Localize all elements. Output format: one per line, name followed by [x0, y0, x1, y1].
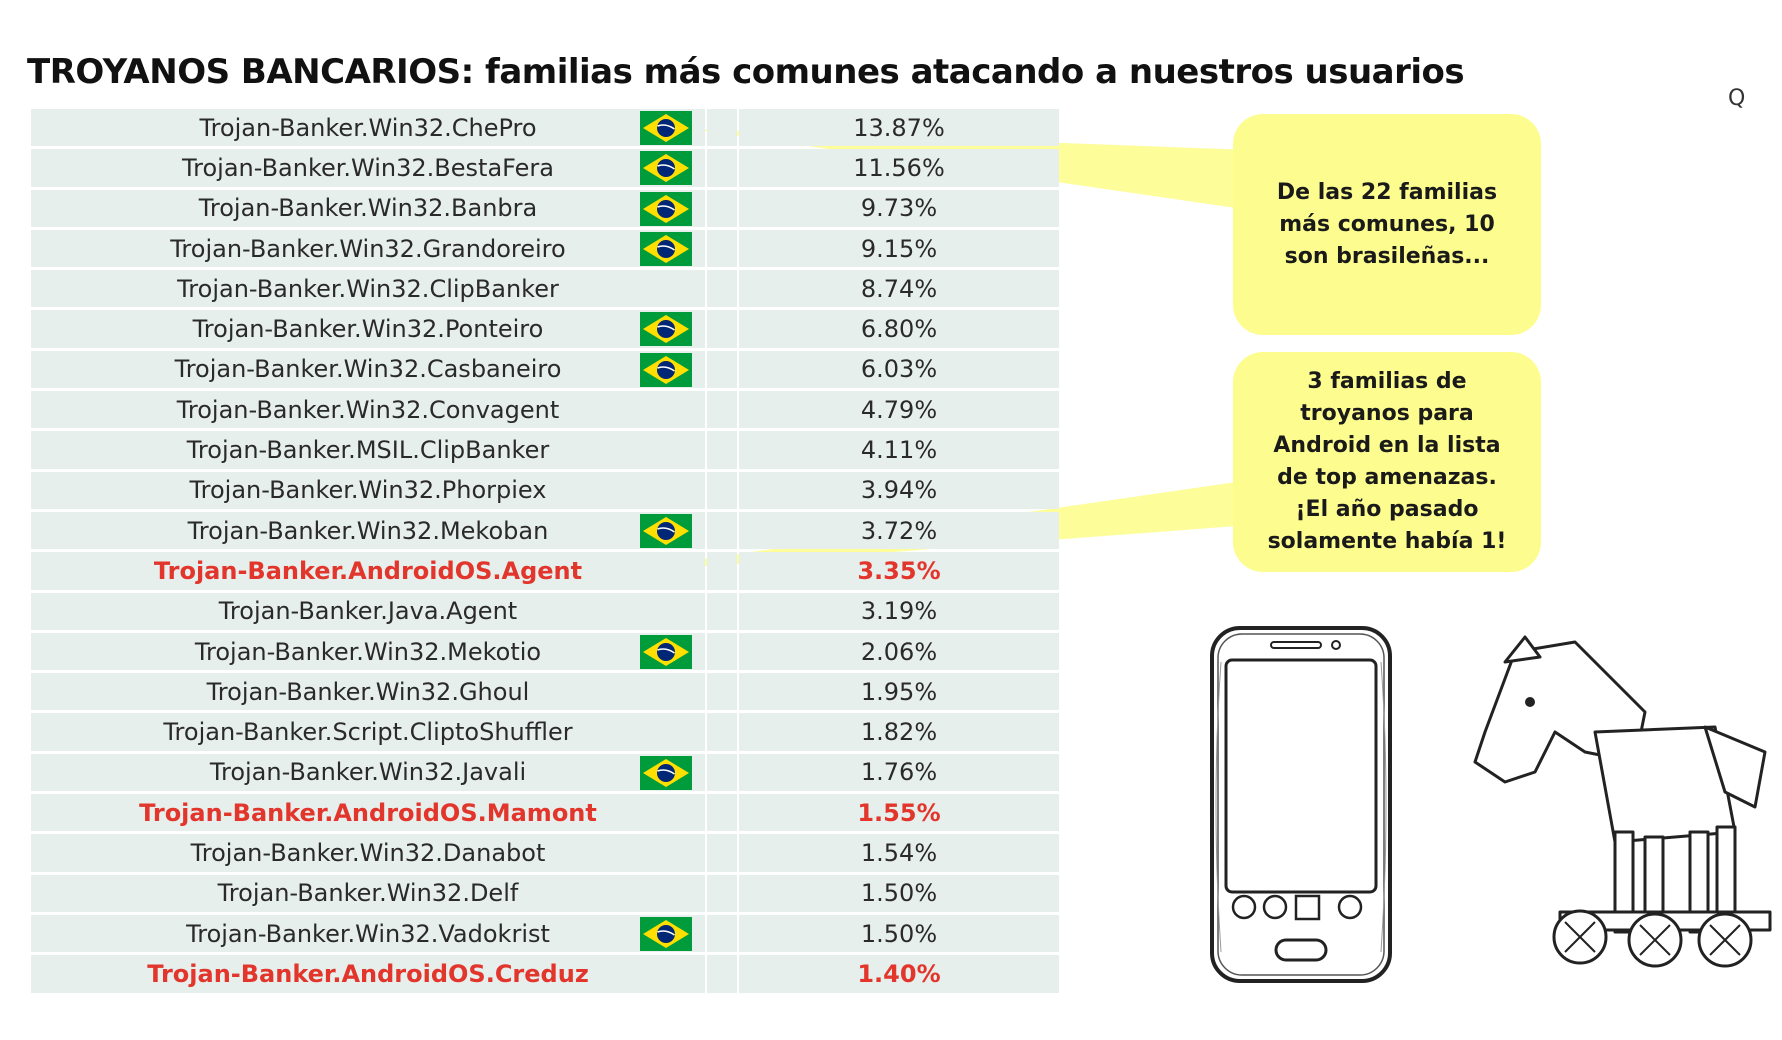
share-value-cell: 6.80%	[739, 310, 1059, 347]
callout-line: solamente había 1!	[1267, 529, 1507, 554]
brazil-flag-icon	[640, 232, 692, 266]
callout-line: son brasileñas...	[1284, 243, 1490, 269]
separator-cell	[707, 915, 737, 952]
separator-cell	[707, 593, 737, 630]
brazil-flag-icon	[640, 151, 692, 185]
separator-cell	[707, 431, 737, 468]
family-name-cell: Trojan-Banker.Java.Agent	[31, 593, 705, 630]
separator-cell	[707, 713, 737, 750]
callout-line: troyanos para	[1300, 401, 1474, 426]
family-name-cell: Trojan-Banker.Win32.Vadokrist	[31, 915, 705, 952]
share-value-cell: 8.74%	[739, 270, 1059, 307]
callout-line: 3 familias de	[1307, 369, 1467, 394]
table-row	[31, 310, 1059, 347]
share-value-cell: 1.76%	[739, 754, 1059, 791]
family-name-cell: Trojan-Banker.Win32.Danabot	[31, 834, 705, 871]
share-value-cell: 3.19%	[739, 593, 1059, 630]
table-row	[31, 149, 1059, 186]
separator-cell	[707, 230, 737, 267]
family-name-cell: Trojan-Banker.AndroidOS.Mamont	[31, 794, 705, 831]
separator-cell	[707, 955, 737, 992]
family-name-cell: Trojan-Banker.Win32.Banbra	[31, 190, 705, 227]
brazil-flag-icon	[640, 635, 692, 669]
separator-cell	[707, 190, 737, 227]
family-name-cell: Trojan-Banker.Win32.Mekotio	[31, 633, 705, 670]
callout-line: De las 22 familias	[1276, 179, 1498, 205]
share-value-cell: 1.50%	[739, 875, 1059, 912]
family-name-cell: Trojan-Banker.Win32.Ghoul	[31, 673, 705, 710]
family-name-cell: Trojan-Banker.Win32.Delf	[31, 875, 705, 912]
family-name-cell: Trojan-Banker.AndroidOS.Creduz	[31, 955, 705, 992]
table-row	[31, 270, 1059, 307]
trojan-horse-sketch-icon	[1445, 632, 1775, 977]
banker-families-table	[31, 109, 1059, 996]
table-row	[31, 512, 1059, 549]
family-name-cell: Trojan-Banker.Win32.Casbaneiro	[31, 351, 705, 388]
separator-cell	[707, 633, 737, 670]
table-row	[31, 633, 1059, 670]
share-value-cell: 2.06%	[739, 633, 1059, 670]
table-row	[31, 915, 1059, 952]
separator-cell	[707, 149, 737, 186]
table-row	[31, 351, 1059, 388]
family-name-cell: Trojan-Banker.Win32.Ponteiro	[31, 310, 705, 347]
family-name-cell: Trojan-Banker.Win32.Javali	[31, 754, 705, 791]
table-row	[31, 875, 1059, 912]
share-value-cell: 1.55%	[739, 794, 1059, 831]
separator-cell	[707, 552, 737, 589]
share-value-cell: 9.73%	[739, 190, 1059, 227]
share-value-cell: 13.87%	[739, 109, 1059, 146]
brazil-flag-icon	[640, 353, 692, 387]
callout-line: de top amenazas.	[1277, 465, 1497, 490]
family-name-cell: Trojan-Banker.Win32.Phorpiex	[31, 472, 705, 509]
family-name-cell: Trojan-Banker.Win32.BestaFera	[31, 149, 705, 186]
table-row	[31, 673, 1059, 710]
family-name-cell: Trojan-Banker.AndroidOS.Agent	[31, 552, 705, 589]
table-row	[31, 431, 1059, 468]
table-row	[31, 713, 1059, 750]
separator-cell	[707, 754, 737, 791]
share-value-cell: 11.56%	[739, 149, 1059, 186]
family-name-cell: Trojan-Banker.MSIL.ClipBanker	[31, 431, 705, 468]
share-value-cell: 3.35%	[739, 552, 1059, 589]
brazil-flag-icon	[640, 917, 692, 951]
table-row	[31, 109, 1059, 146]
separator-cell	[707, 109, 737, 146]
share-value-cell: 4.11%	[739, 431, 1059, 468]
separator-cell	[707, 310, 737, 347]
share-value-cell: 1.40%	[739, 955, 1059, 992]
table-row	[31, 391, 1059, 428]
table-row	[31, 834, 1059, 871]
share-value-cell: 6.03%	[739, 351, 1059, 388]
separator-cell	[707, 270, 737, 307]
callout-android	[1233, 352, 1541, 572]
share-value-cell: 1.50%	[739, 915, 1059, 952]
share-value-cell: 3.94%	[739, 472, 1059, 509]
table-row	[31, 593, 1059, 630]
brazil-flag-icon	[640, 192, 692, 226]
callout-line: más comunes, 10	[1279, 211, 1495, 237]
smartphone-sketch-icon	[1206, 622, 1396, 987]
separator-cell	[707, 794, 737, 831]
share-value-cell: 9.15%	[739, 230, 1059, 267]
separator-cell	[707, 512, 737, 549]
page-title: TROYANOS BANCARIOS: familias más comunes atacando a nuestros usuarios	[27, 52, 1465, 92]
table-row	[31, 794, 1059, 831]
family-name-cell: Trojan-Banker.Win32.Mekoban	[31, 512, 705, 549]
corner-mark: Q	[1728, 86, 1746, 111]
separator-cell	[707, 472, 737, 509]
separator-cell	[707, 391, 737, 428]
family-name-cell: Trojan-Banker.Win32.ChePro	[31, 109, 705, 146]
callout-line: Android en la lista	[1273, 433, 1501, 458]
family-name-cell: Trojan-Banker.Win32.ClipBanker	[31, 270, 705, 307]
family-name-cell: Trojan-Banker.Win32.Grandoreiro	[31, 230, 705, 267]
separator-cell	[707, 875, 737, 912]
table-row	[31, 190, 1059, 227]
brazil-flag-icon	[640, 756, 692, 790]
table-row	[31, 955, 1059, 992]
share-value-cell: 3.72%	[739, 512, 1059, 549]
callout-brazil	[1233, 114, 1541, 335]
table-row	[31, 552, 1059, 589]
brazil-flag-icon	[640, 111, 692, 145]
share-value-cell: 1.54%	[739, 834, 1059, 871]
brazil-flag-icon	[640, 312, 692, 346]
separator-cell	[707, 351, 737, 388]
share-value-cell: 1.82%	[739, 713, 1059, 750]
share-value-cell: 4.79%	[739, 391, 1059, 428]
separator-cell	[707, 834, 737, 871]
family-name-cell: Trojan-Banker.Win32.Convagent	[31, 391, 705, 428]
table-row	[31, 230, 1059, 267]
table-row	[31, 472, 1059, 509]
family-name-cell: Trojan-Banker.Script.CliptoShuffler	[31, 713, 705, 750]
separator-cell	[707, 673, 737, 710]
brazil-flag-icon	[640, 514, 692, 548]
share-value-cell: 1.95%	[739, 673, 1059, 710]
table-row	[31, 754, 1059, 791]
callout-line: ¡El año pasado	[1295, 497, 1479, 522]
